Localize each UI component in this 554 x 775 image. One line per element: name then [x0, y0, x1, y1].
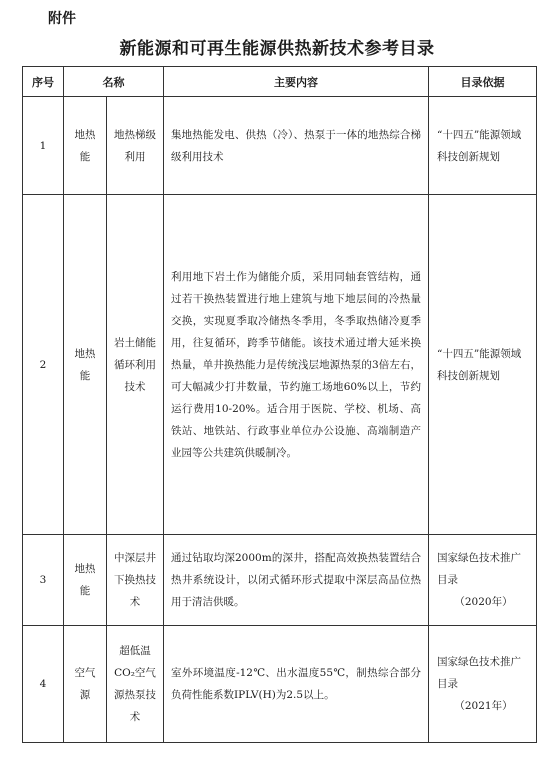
table-header-row: [23, 67, 537, 97]
header-content: 主要内容: [164, 67, 429, 97]
row-category: 空气源: [64, 626, 107, 743]
row-category: 地热能: [64, 195, 107, 535]
row-content: 集地热能发电、供热（冷）、热泵于一体的地热综合梯级利用技术: [164, 97, 429, 195]
header-no: 序号: [23, 67, 64, 97]
row-basis-year: （2020年）: [454, 596, 513, 608]
row-basis-year: （2021年）: [454, 700, 513, 712]
row-no: 2: [23, 195, 64, 535]
header-basis: 目录依据: [429, 67, 537, 97]
row-name: 地热梯级利用: [107, 97, 164, 195]
row-content: 通过钻取均深2000m的深井，搭配高效换热装置结合热井系统设计，以闭式循环形式提取中深层高品位热用于清洁供暖。: [164, 535, 429, 626]
row-basis-text: 国家绿色技术推广目录: [437, 656, 521, 690]
row-basis-text: 国家绿色技术推广目录: [437, 552, 521, 586]
row-content: 室外环境温度-12℃、出水温度55℃，制热综合部分负荷性能系数IPLV(H)为2.5以上。: [164, 626, 429, 743]
row-basis: [429, 535, 537, 626]
row-category: 地热能: [64, 97, 107, 195]
row-basis: “十四五”能源领域科技创新规划: [429, 195, 537, 535]
row-no: 4: [23, 626, 64, 743]
row-basis: “十四五”能源领域科技创新规划: [429, 97, 537, 195]
row-name: 中深层井下换热技术: [107, 535, 164, 626]
row-basis: [429, 626, 537, 743]
table-row: [23, 97, 537, 195]
row-no: 1: [23, 97, 64, 195]
table-row: [23, 195, 537, 535]
row-name: 岩土储能循环利用技术: [107, 195, 164, 535]
row-no: 3: [23, 535, 64, 626]
catalog-table: [22, 66, 537, 743]
row-name: 超低温CO₂空气源热泵技术: [107, 626, 164, 743]
document-title: 新能源和可再生能源供热新技术参考目录: [119, 39, 435, 59]
attachment-label: 附件: [48, 11, 76, 27]
table-row: [23, 626, 537, 743]
table-row: [23, 535, 537, 626]
row-category: 地热能: [64, 535, 107, 626]
header-name: 名称: [64, 67, 164, 97]
row-content: 利用地下岩土作为储能介质，采用同轴套管结构，通过若干换热装置进行地上建筑与地下地层间的冷热量交换，实现夏季取冷储热冬季用，冬季取热储冷夏季用，往复循环，跨季节储能。该技术通过增大延米换热量，单井换热能力是传统浅层地源热泵的3倍左右，可大幅减少打井数量，节约施工场地60%以上，节约运行费用10-20%。适合用于医院、学校、机场、高铁站、地铁站、行政事业单位办公设施、高端制造产业园等公共建筑供暖制冷。: [164, 195, 429, 535]
